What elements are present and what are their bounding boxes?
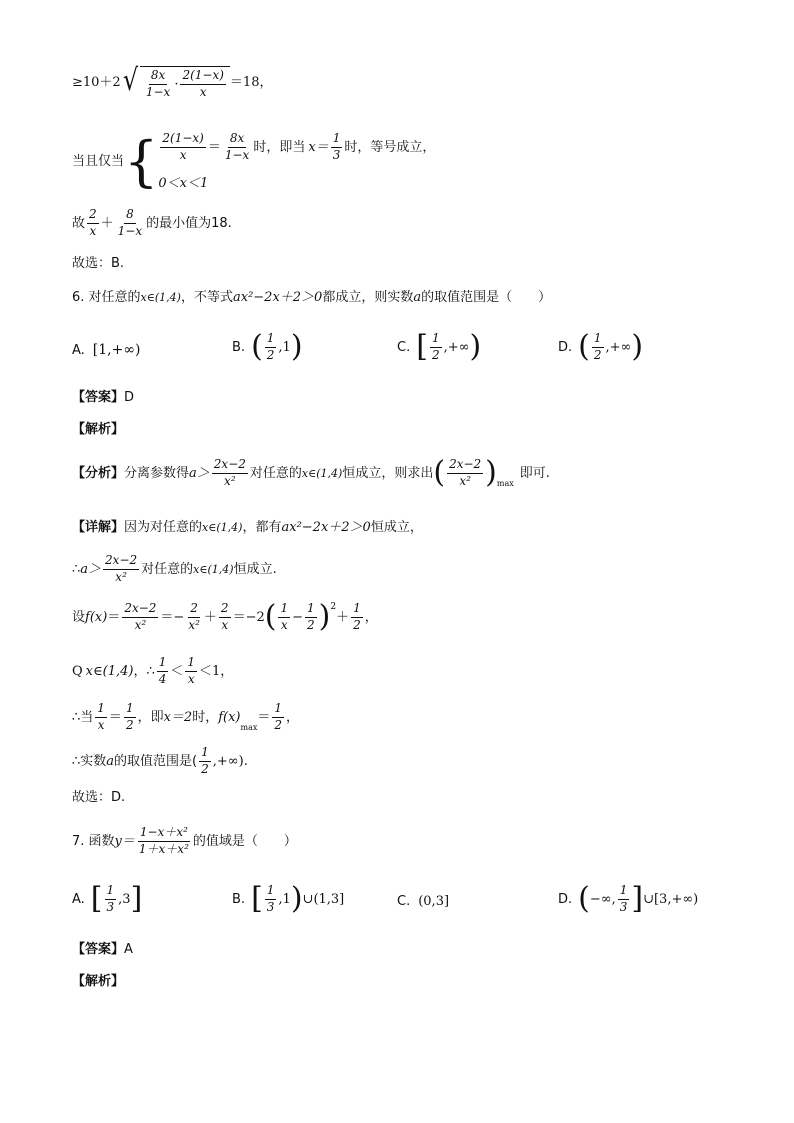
math-part: 即可. (519, 465, 550, 481)
math-part: Q (72, 663, 83, 679)
math-part: ax²−2x＋2＞0 (233, 290, 323, 305)
step-5 (72, 746, 248, 777)
math-part: x² (115, 569, 127, 584)
math-part: x∈(1,4) (140, 291, 181, 305)
math-part: 1−x (117, 223, 143, 238)
math-part: 时，等号成立， (344, 139, 436, 155)
brace: { (124, 130, 159, 193)
math-part: −∞, (589, 891, 616, 907)
math-part (447, 458, 483, 489)
math-part: a (106, 753, 115, 769)
math-part: x² (188, 617, 200, 632)
math-part: 2 (353, 617, 361, 632)
math-part: ＋ (100, 215, 114, 231)
math-part: 1 (618, 884, 630, 900)
math-part: ＝ (207, 139, 221, 155)
math-part: [ (416, 329, 428, 365)
math-part: ∪(1,3] (302, 891, 345, 907)
math-part: ＋ (336, 609, 350, 625)
math-part: 1 (278, 602, 290, 618)
math-part: 6. 对任意的 (72, 290, 141, 305)
math-part (158, 132, 435, 163)
math-part: 2x−2 (122, 602, 158, 618)
math-part: D. (558, 339, 573, 355)
math-part: ∴ (72, 561, 81, 577)
math-part: (0,3] (418, 894, 450, 909)
math-part: ＝− (160, 609, 185, 625)
math-part: 3 (266, 899, 275, 914)
math-part: ] (631, 881, 644, 917)
math-part: ) (469, 329, 482, 365)
math-part (124, 702, 136, 733)
conclusion-line (72, 208, 232, 239)
math-part: 3 (106, 899, 115, 914)
math-part: ＝ (257, 709, 271, 725)
math-part: 2(1−x) (180, 69, 225, 85)
math-part: ) (318, 599, 331, 635)
analysis-line (72, 455, 550, 491)
math-part: 2 (219, 602, 231, 618)
math-part: ( (251, 329, 263, 365)
step-4 (72, 702, 299, 733)
math-part: D (124, 390, 135, 405)
math-part: ，即 (137, 709, 164, 725)
option-7c (397, 894, 449, 909)
math-part: 1 (199, 746, 211, 762)
math-part: x＝2 (163, 709, 193, 725)
math-part: [ (251, 881, 263, 917)
math-part (212, 458, 248, 489)
step-2 (72, 599, 378, 635)
math-part: 时，即当 (253, 139, 306, 155)
math-part (105, 884, 117, 915)
math-part: · (174, 76, 179, 92)
math-part (618, 884, 630, 915)
math-part: x (187, 671, 195, 686)
math-part: y＝ (114, 833, 135, 849)
math-part: ∴实数 (72, 753, 107, 769)
math-part: A. (72, 891, 85, 907)
math-part: ( (433, 455, 446, 491)
math-part: 恒成立， (370, 520, 423, 535)
math-part: 1 (430, 332, 442, 348)
math-part (278, 602, 290, 633)
choice-line: 故选：B. (72, 256, 125, 271)
math-part: x (97, 717, 105, 732)
sqrt-expression (121, 63, 230, 100)
math-part: 2 (87, 208, 99, 224)
math-part (592, 332, 604, 363)
math-part: 2 (201, 761, 209, 776)
math-part: ＝ (108, 709, 122, 725)
math-part: 2 (266, 347, 275, 362)
math-part: 因为对任意的 (124, 520, 203, 535)
math-part: 1 (185, 656, 197, 672)
math-part: 1 (265, 332, 277, 348)
math-part: 2 (307, 617, 315, 632)
radical-sign: √ (122, 63, 138, 98)
math-part: x∈(1,4) (301, 466, 343, 480)
math-part (305, 602, 317, 633)
analysis-7-heading: 【解析】 (72, 974, 125, 989)
math-part: 8x (228, 132, 246, 148)
option-a (72, 342, 140, 358)
math-part: ＝ (107, 609, 121, 625)
math-part: 的值域是（ ） (192, 833, 297, 849)
math-part: C. (397, 339, 411, 355)
math-part: 4 (158, 671, 167, 686)
math-part: 2(1−x) (160, 132, 205, 148)
math-part: 2 (431, 347, 440, 362)
math-part: 2x−2 (212, 458, 248, 474)
text: ≥10＋2 (72, 75, 121, 90)
math-part: ax²−2x＋2＞0 (281, 520, 371, 535)
math-part: 【分析】 (72, 465, 125, 481)
math-part (103, 554, 139, 585)
math-part: 都成立，则实数 (322, 290, 414, 305)
math-part: ) (290, 329, 303, 365)
math-part: a (413, 290, 422, 305)
math-part (265, 332, 277, 363)
math-part: 时， (192, 709, 219, 725)
step-3 (72, 656, 233, 687)
math-part (430, 332, 442, 363)
math-part: max (496, 479, 514, 488)
math-part: 1＋x＋x² (138, 841, 189, 856)
math-part (95, 702, 107, 733)
math-part: [ (90, 881, 103, 917)
answer-7 (72, 942, 133, 958)
math-part: D. (558, 891, 573, 907)
math-part: 对任意的 (249, 465, 302, 481)
fraction (116, 208, 144, 239)
math-part: ,1 (278, 339, 291, 355)
math-part: 1−x (145, 84, 171, 99)
math-part: 设 (72, 609, 86, 625)
math-part: 2 (330, 602, 337, 612)
math-part: ，都有 (242, 520, 282, 535)
math-part: A (124, 942, 133, 957)
math-part: 1−x＋x² (138, 826, 190, 842)
math-part (122, 602, 158, 633)
math-part: 2 (125, 717, 134, 732)
math-part: ，不等式 (180, 290, 233, 305)
math-part (272, 702, 284, 733)
option-7d (558, 881, 699, 917)
math-part: x (280, 617, 288, 632)
math-part: 7. 函数 (72, 833, 115, 849)
text: ＝18， (229, 75, 273, 90)
condition: 0＜x＜1 (158, 176, 209, 192)
math-part: C. (397, 894, 411, 909)
math-part: ＝−2 (232, 609, 265, 625)
math-part: 2 (593, 347, 602, 362)
math-part: 2 (274, 717, 283, 732)
fraction (223, 132, 251, 163)
option-b (232, 329, 303, 365)
option-7a (72, 881, 143, 917)
equation-system (158, 132, 435, 192)
math-part: 1 (272, 702, 284, 718)
math-part: ( (578, 329, 590, 365)
math-part (219, 602, 231, 633)
math-part: x² (459, 473, 471, 488)
math-part: ,1 (278, 891, 291, 907)
math-part: x＝ (308, 139, 329, 155)
math-part: ] (130, 881, 143, 917)
math-part: ) (290, 881, 303, 917)
math-part (137, 826, 191, 857)
math-part (185, 656, 197, 687)
text: 的最小值为18. (146, 215, 232, 231)
math-part: x∈(1,4) (193, 562, 234, 576)
math-part: 的取值范围是( (114, 753, 198, 769)
math-part: ,+∞ (605, 339, 632, 355)
math-part: ,3 (118, 891, 131, 907)
text: 故 (72, 215, 86, 231)
math-part: 8x (149, 69, 167, 85)
math-part: x² (224, 473, 236, 488)
math-part: x (221, 617, 229, 632)
math-part: ∪[3,+∞) (643, 891, 699, 907)
math-part: max (240, 723, 258, 732)
math-part: 8 (124, 208, 136, 224)
math-part: x∈(1,4) (85, 663, 134, 679)
math-part: B. (232, 339, 246, 355)
math-part: ， (364, 609, 378, 625)
inequality-line (72, 63, 273, 100)
math-part (351, 602, 363, 633)
option-d (558, 329, 644, 365)
math-part: [1,+∞) (92, 342, 141, 358)
math-part: 1 (124, 702, 136, 718)
math-part: 3 (332, 147, 341, 162)
math-part: ) (485, 455, 497, 491)
option-c (397, 329, 482, 365)
math-part: 3 (619, 899, 628, 914)
math-part: 2x−2 (447, 458, 483, 474)
math-part: 恒成立，则求出 (342, 465, 434, 481)
step-1 (72, 554, 277, 585)
math-part: 【答案】 (72, 942, 125, 957)
math-part: x² (134, 617, 147, 632)
math-part: 【详解】 (72, 520, 125, 535)
math-part: x (199, 84, 207, 99)
math-part: ) (631, 329, 644, 365)
math-part: 的取值范围是（ ） (421, 290, 552, 305)
math-part (265, 884, 277, 915)
detail-line (72, 520, 423, 536)
math-part (157, 656, 169, 687)
question-6 (72, 290, 551, 306)
math-part: 2 (188, 602, 200, 618)
text: 当且仅当 (72, 154, 125, 170)
math-part: 1 (351, 602, 363, 618)
fraction (160, 132, 205, 163)
math-part (140, 66, 230, 100)
math-part: 对任意的 (141, 561, 194, 577)
math-part: ( (264, 599, 277, 635)
math-part: 1 (265, 884, 277, 900)
math-part: a＞ (189, 465, 210, 481)
math-part: 1 (95, 702, 107, 718)
math-part: ∴当 (72, 709, 94, 725)
math-part: f(x) (218, 709, 241, 725)
math-part: ,+∞ (443, 339, 470, 355)
math-part: ,+∞). (212, 753, 248, 769)
math-part: 2x−2 (103, 554, 139, 570)
math-part: x (89, 223, 97, 238)
math-part: ( (578, 881, 590, 917)
fraction (144, 69, 172, 100)
choice-line-6: 故选：D. (72, 790, 126, 805)
math-part: a＞ (80, 561, 102, 577)
answer-6 (72, 390, 134, 406)
math-part: 1 (105, 884, 117, 900)
math-part: f(x) (85, 609, 108, 625)
fraction (180, 69, 225, 100)
math-part: B. (232, 891, 246, 907)
math-part: x∈(1,4) (202, 521, 243, 535)
math-part: A. (72, 342, 85, 358)
math-part: 【答案】 (72, 390, 125, 405)
math-part: ，∴ (133, 663, 155, 679)
fraction (87, 208, 99, 239)
equality-condition-line (72, 132, 439, 192)
math-part: 1−x (224, 147, 250, 162)
math-part: − (292, 609, 303, 625)
question-7 (72, 826, 297, 857)
math-part: 1 (592, 332, 604, 348)
math-part: ＜1， (199, 663, 234, 679)
math-part: ＋ (203, 609, 217, 625)
math-part: 1 (157, 656, 169, 672)
math-part: ＜ (170, 663, 184, 679)
math-part: x (179, 147, 187, 162)
option-7b (232, 881, 345, 917)
math-part (186, 602, 202, 633)
analysis-6-heading: 【解析】 (72, 422, 125, 437)
math-part: 恒成立. (233, 561, 277, 577)
math-part: 1 (331, 132, 343, 148)
fraction (331, 132, 343, 163)
math-part: 分离参数得 (124, 465, 190, 481)
math-part: ， (286, 709, 300, 725)
math-part: 1 (305, 602, 317, 618)
math-part (199, 746, 211, 777)
